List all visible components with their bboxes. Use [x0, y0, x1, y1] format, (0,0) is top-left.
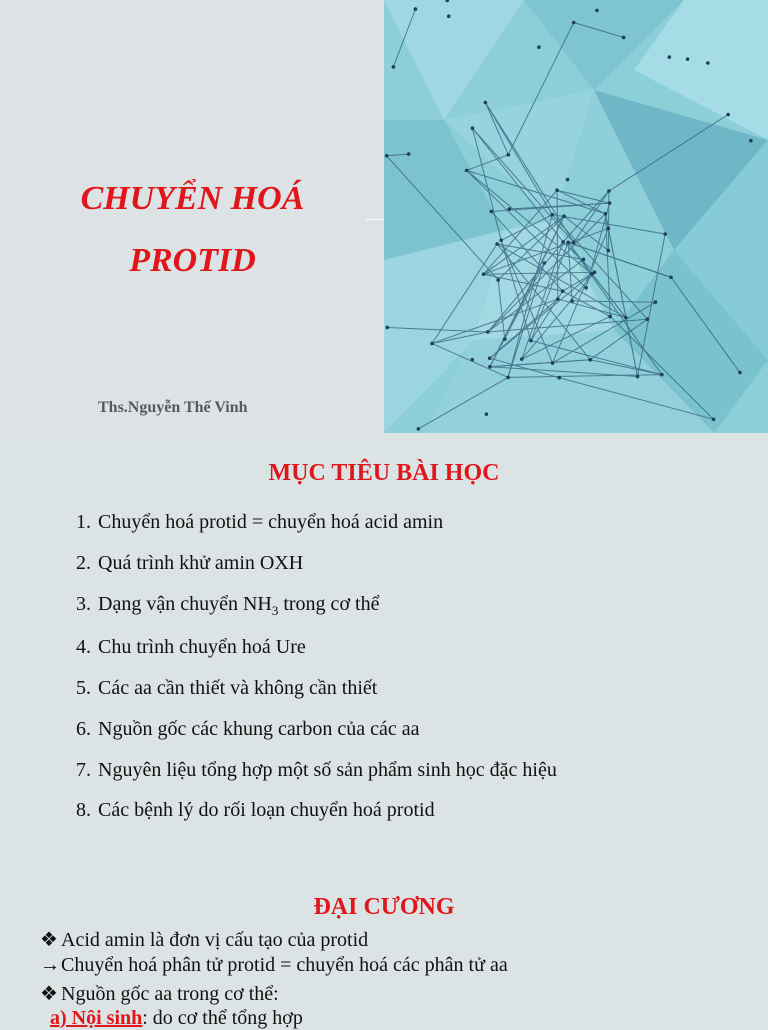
overview-title: ĐẠI CƯƠNG: [313, 894, 455, 920]
list-item: 4. Chu trình chuyển hoá Ure: [76, 636, 306, 658]
author-name: Ths.Nguyễn Thế Vinh: [98, 399, 248, 416]
list-item: 3. Dạng vận chuyển $NH_3$ trong cơ thể: [76, 593, 380, 618]
list-item: ❖ Nguồn gốc aa trong cơ thể:: [40, 983, 279, 1005]
list-item: 7. Nguyên liệu tổng hợp một số sản phẩm sinh học đặc hiệu: [76, 759, 557, 781]
list-item: ❖ Acid amin là đơn vị cấu tạo của protid: [40, 929, 369, 951]
title-slide: [0, 0, 768, 433]
sub-item: a) Nội sinh: do cơ thể tổng hợp: [50, 1007, 303, 1029]
list-item: 1. Chuyển hoá protid = chuyển hoá acid amin: [76, 511, 444, 533]
list-item: 8. Các bệnh lý do rối loạn chuyển hoá protid: [76, 799, 435, 821]
network-background-image: [384, 0, 768, 433]
sub-item-label: a) Nội sinh: [50, 1007, 143, 1029]
list-item: →Chuyển hoá phân tử protid = chuyển hoá các phân tử aa: [40, 954, 508, 976]
diamond-bullet-icon: ❖: [40, 983, 58, 1005]
title-line-2: PROTID: [129, 242, 256, 279]
objectives-title: MỤC TIÊU BÀI HỌC: [268, 460, 500, 486]
divider: [366, 219, 384, 220]
list-item: 2. Quá trình khử amin OXH: [76, 552, 304, 574]
arrow-right-icon: →: [40, 954, 60, 976]
title-line-1: CHUYỂN HOÁ: [80, 180, 305, 217]
diamond-bullet-icon: ❖: [40, 929, 58, 951]
overview-slide: [0, 863, 768, 1029]
slide-title: [40, 168, 345, 292]
list-item: 6. Nguồn gốc các khung carbon của các aa: [76, 718, 420, 740]
objectives-slide: [0, 433, 768, 863]
list-item: 5. Các aa cần thiết và không cần thiết: [76, 677, 378, 699]
